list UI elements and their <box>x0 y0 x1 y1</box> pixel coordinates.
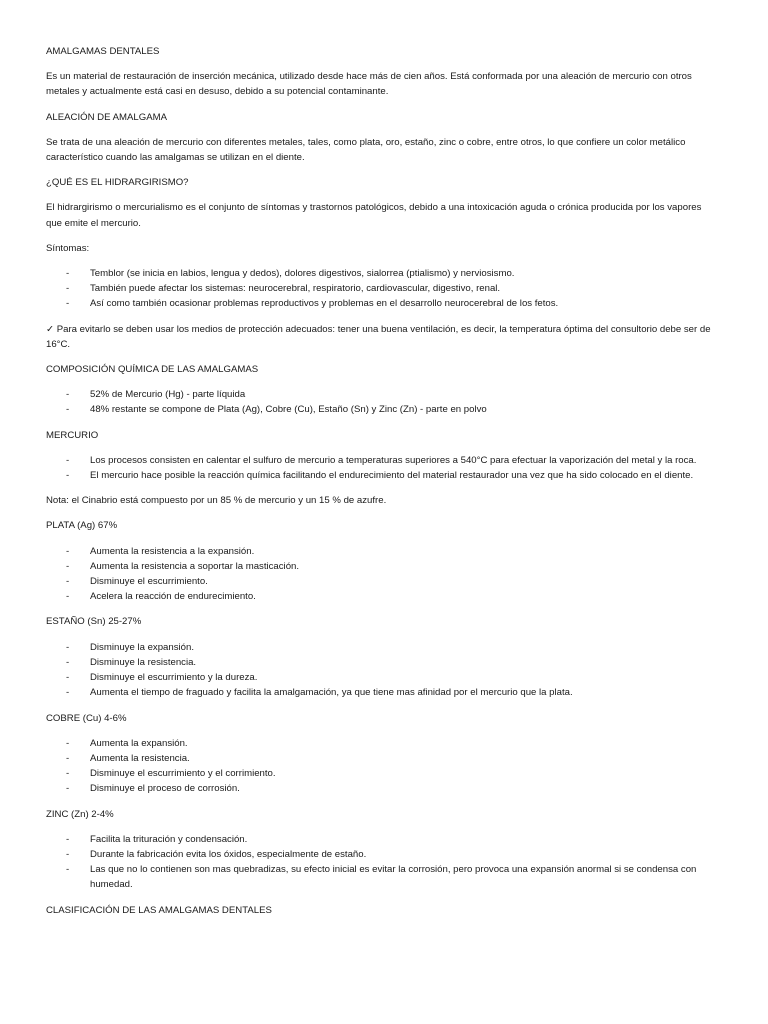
bullet-dash: - <box>66 470 70 482</box>
heading-mercurio: MERCURIO <box>46 429 99 441</box>
heading-cobre: COBRE (Cu) 4-6% <box>46 712 127 724</box>
heading-hidrargirismo: ¿QUÉ ES EL HIDRARGIRISMO? <box>46 177 189 189</box>
zinc-list <box>46 832 712 893</box>
bullet-dash: - <box>66 591 70 603</box>
bullet-dash: - <box>66 454 70 466</box>
list-item <box>46 266 712 281</box>
list-item <box>46 589 712 604</box>
bullet-dash: - <box>66 656 70 668</box>
aleacion-paragraph: Se trata de una aleación de mercurio con diferentes metales, tales, como plata, oro, estaño, zinc o cobre, entre otros, lo que confiere un color metálico característico cuando las amalgamas se utilizan en el diente. <box>46 136 686 164</box>
bullet-dash: - <box>66 641 70 653</box>
list-item <box>46 751 712 766</box>
list-item-text: También puede afectar los sistemas: neurocerebral, respiratorio, cardiovascular, digestivo, renal. <box>90 283 501 295</box>
bullet-dash: - <box>66 576 70 588</box>
list-item-text: Disminuye el escurrimiento y el corrimiento. <box>90 768 276 780</box>
list-item <box>46 387 712 402</box>
heading-composicion: COMPOSICIÓN QUÍMICA DE LAS AMALGAMAS <box>46 364 259 376</box>
list-item-text: 48% restante se compone de Plata (Ag), Cobre (Cu), Estaño (Sn) y Zinc (Zn) - parte en polvo <box>90 404 487 416</box>
list-item-text: Aumenta la resistencia a la expansión. <box>90 545 255 557</box>
list-item-text: Facilita la trituración y condensación. <box>90 833 248 845</box>
list-item-text: El mercurio hace posible la reacción química facilitando el endurecimiento del material restaurador una vez que ha sido colocado en el diente. <box>90 470 694 482</box>
list-item <box>46 402 712 417</box>
list-item <box>46 559 712 574</box>
nota-paragraph: Nota: el Cinabrio está compuesto por un 85 % de mercurio y un 15 % de azufre. <box>46 495 387 507</box>
list-item-text: Temblor (se inicia en labios, lengua y dedos), dolores digestivos, sialorrea (ptialismo) y nerviosismo. <box>90 268 515 280</box>
list-item <box>46 574 712 589</box>
bullet-dash: - <box>66 864 70 876</box>
list-item <box>46 640 712 655</box>
list-item-text: Disminuye el escurrimiento. <box>90 576 208 588</box>
list-item-text: Aumenta el tiempo de fraguado y facilita la amalgamación, ya que tiene mas afinidad por el mercurio que la plata. <box>90 687 573 699</box>
sintomas-label: Síntomas: <box>46 242 90 254</box>
heading-clasificacion: CLASIFICACIÓN DE LAS AMALGAMAS DENTALES <box>46 904 272 916</box>
list-item-text: Aumenta la resistencia. <box>90 752 190 764</box>
bullet-dash: - <box>66 768 70 780</box>
list-item <box>46 781 712 796</box>
cobre-list <box>46 736 712 797</box>
heading-plata: PLATA (Ag) 67% <box>46 520 118 532</box>
plata-list <box>46 544 712 605</box>
list-item <box>46 685 712 700</box>
list-item-text: Aumenta la expansión. <box>90 737 188 749</box>
intro-paragraph: Es un material de restauración de inserción mecánica, utilizado desde hace más de cien años. Está conformada por una aleación de mercurio con otros metales y actualmente está casi en desuso, debido a su potencial contaminante. <box>46 71 692 98</box>
proteccion-paragraph: ✓ Para evitarlo se deben usar los medios de protección adecuados: tener una buena ventilación, es decir, la temperatura óptima del consultorio debe ser de 16°C. <box>46 323 711 350</box>
list-item <box>46 296 712 311</box>
list-item-text: Disminuye la expansión. <box>90 641 194 653</box>
list-item-text: Las que no lo contienen son mas quebradizas, su efecto inicial es evitar la corrosión, pero provoca una expansión anormal si se condensa con humedad. <box>90 864 697 891</box>
list-item-text: Disminuye la resistencia. <box>90 656 197 668</box>
mercurio-list <box>46 453 712 483</box>
hidrargirismo-paragraph: El hidrargirismo o mercurialismo es el conjunto de síntomas y trastornos patológicos, debido a una intoxicación aguda o crónica producida por los vapores que emite el mercurio. <box>46 202 702 229</box>
list-item <box>46 670 712 685</box>
list-item <box>46 655 712 670</box>
list-item <box>46 453 712 468</box>
list-item <box>46 766 712 781</box>
sintomas-list <box>46 266 712 312</box>
list-item <box>46 847 712 862</box>
composicion-list <box>46 387 712 417</box>
list-item <box>46 862 712 892</box>
bullet-dash: - <box>66 737 70 749</box>
bullet-dash: - <box>66 545 70 557</box>
bullet-dash: - <box>66 687 70 699</box>
list-item-text: Así como también ocasionar problemas reproductivos y problemas en el desarrollo neurocerebral de los fetos. <box>90 298 559 310</box>
heading-zinc: ZINC (Zn) 2-4% <box>46 808 114 820</box>
bullet-dash: - <box>66 752 70 764</box>
heading-aleacion: ALEACIÓN DE AMALGAMA <box>46 111 168 123</box>
title-amalgamas-dentales: AMALGAMAS DENTALES <box>46 46 160 57</box>
list-item <box>46 468 712 483</box>
list-item-text: Disminuye el proceso de corrosión. <box>90 783 240 795</box>
list-item-text: Acelera la reacción de endurecimiento. <box>90 591 256 603</box>
bullet-dash: - <box>66 672 70 684</box>
list-item-text: Durante la fabricación evita los óxidos, especialmente de estaño. <box>90 848 367 860</box>
bullet-dash: - <box>66 389 70 401</box>
bullet-dash: - <box>66 848 70 860</box>
list-item <box>46 832 712 847</box>
bullet-dash: - <box>66 833 70 845</box>
bullet-dash: - <box>66 783 70 795</box>
heading-estano: ESTAÑO (Sn) 25-27% <box>46 616 142 628</box>
list-item-text: 52% de Mercurio (Hg) - parte líquida <box>90 389 246 401</box>
list-item <box>46 544 712 559</box>
list-item <box>46 281 712 296</box>
estano-list <box>46 640 712 701</box>
bullet-dash: - <box>66 283 70 295</box>
list-item-text: Aumenta la resistencia a soportar la masticación. <box>90 560 300 572</box>
list-item <box>46 736 712 751</box>
bullet-dash: - <box>66 404 70 416</box>
list-item-text: Disminuye el escurrimiento y la dureza. <box>90 672 258 684</box>
bullet-dash: - <box>66 298 70 310</box>
list-item-text: Los procesos consisten en calentar el sulfuro de mercurio a temperaturas superiores a 540°C para efectuar la vaporización del metal y la roca. <box>90 454 697 466</box>
bullet-dash: - <box>66 268 70 280</box>
bullet-dash: - <box>66 560 70 572</box>
